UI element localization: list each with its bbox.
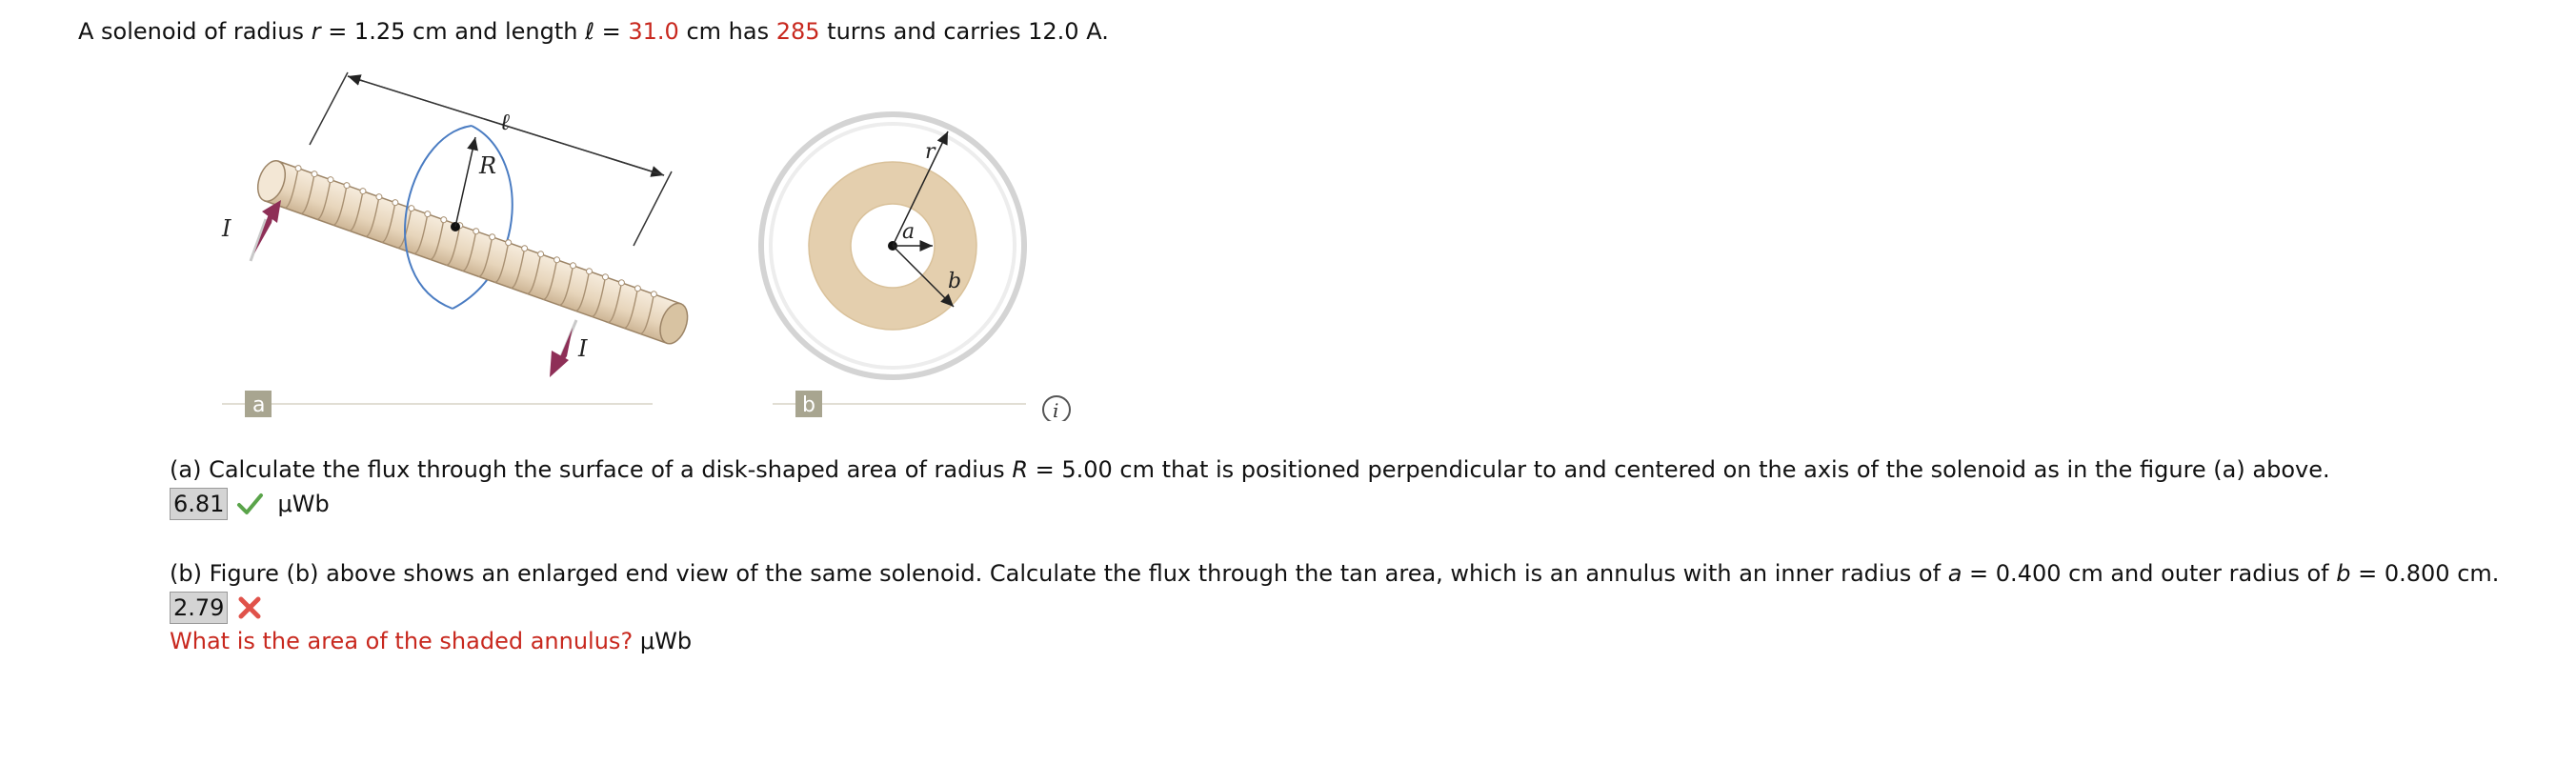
current-I-right: I (578, 335, 588, 362)
radius-r-symbol: r (925, 140, 936, 164)
problem-statement (78, 17, 1109, 46)
solenoid-rod (252, 154, 694, 348)
dim-tick-left (310, 72, 348, 145)
length-value: 31.0 (628, 18, 679, 45)
dim-tick-right (634, 171, 672, 246)
part-a-unit: μWb (277, 491, 330, 517)
part-b-text-1: (b) Figure (b) above shows an enlarged end view of the same solenoid. Calculate the flux through the tan area, which is an annulus with an inner radius of (170, 560, 1948, 587)
var-r: r (311, 18, 321, 45)
part-b-question (170, 559, 2499, 588)
part-b-hint: What is the area of the shaded annulus? (170, 628, 634, 654)
part-b-text-2: = 0.400 cm and outer radius of (1962, 560, 2337, 587)
part-a-answer-row (170, 488, 2330, 522)
radius-a-symbol: a (902, 220, 916, 244)
radius-R-arrow (455, 137, 475, 227)
radius-R-symbol: R (479, 152, 497, 179)
problem-text-2: = 1.25 cm and length ℓ = (320, 18, 629, 45)
part-a-question (170, 455, 2330, 484)
radius-b-symbol: b (948, 270, 962, 293)
part-a-text-2: = 5.00 cm that is positioned perpendicular to and centered on the axis of the solenoid as in the figure (a) above. (1028, 456, 2330, 483)
part-a (170, 455, 2330, 522)
part-b-answer-field[interactable]: 2.79 (170, 592, 228, 624)
part-b-answer-row (170, 592, 2499, 626)
figure-container (214, 59, 1072, 421)
length-symbol: ℓ (500, 109, 510, 135)
problem-text-1: A solenoid of radius (78, 18, 312, 45)
turns-value: 285 (775, 18, 820, 45)
lead-wire-left (251, 219, 266, 261)
info-icon[interactable] (1043, 396, 1070, 421)
part-b (170, 559, 2499, 626)
part-a-text-1: (a) Calculate the flux through the surface of a disk-shaped area of radius (170, 456, 1013, 483)
part-b-var-a: a (1947, 560, 1962, 587)
cross-icon (235, 593, 264, 622)
part-b-unit: μWb (639, 628, 693, 654)
part-a-answer-field[interactable]: 6.81 (170, 488, 228, 520)
solenoid-figures (214, 59, 1072, 421)
figure-a (221, 72, 694, 417)
figure-b (761, 114, 1026, 417)
problem-text-4: turns and carries 12.0 A. (819, 18, 1109, 45)
part-b-text-3: = 0.800 cm. (2350, 560, 2500, 587)
check-icon (235, 490, 264, 518)
part-b-feedback (170, 627, 692, 655)
label-b: b (802, 393, 815, 417)
part-b-var-b: b (2336, 560, 2351, 587)
problem-text-3: cm has (678, 18, 776, 45)
info-icon-glyph: i (1053, 399, 1059, 421)
current-I-left: I (222, 215, 231, 242)
part-a-var-R: R (1012, 456, 1028, 483)
label-a: a (252, 393, 266, 417)
